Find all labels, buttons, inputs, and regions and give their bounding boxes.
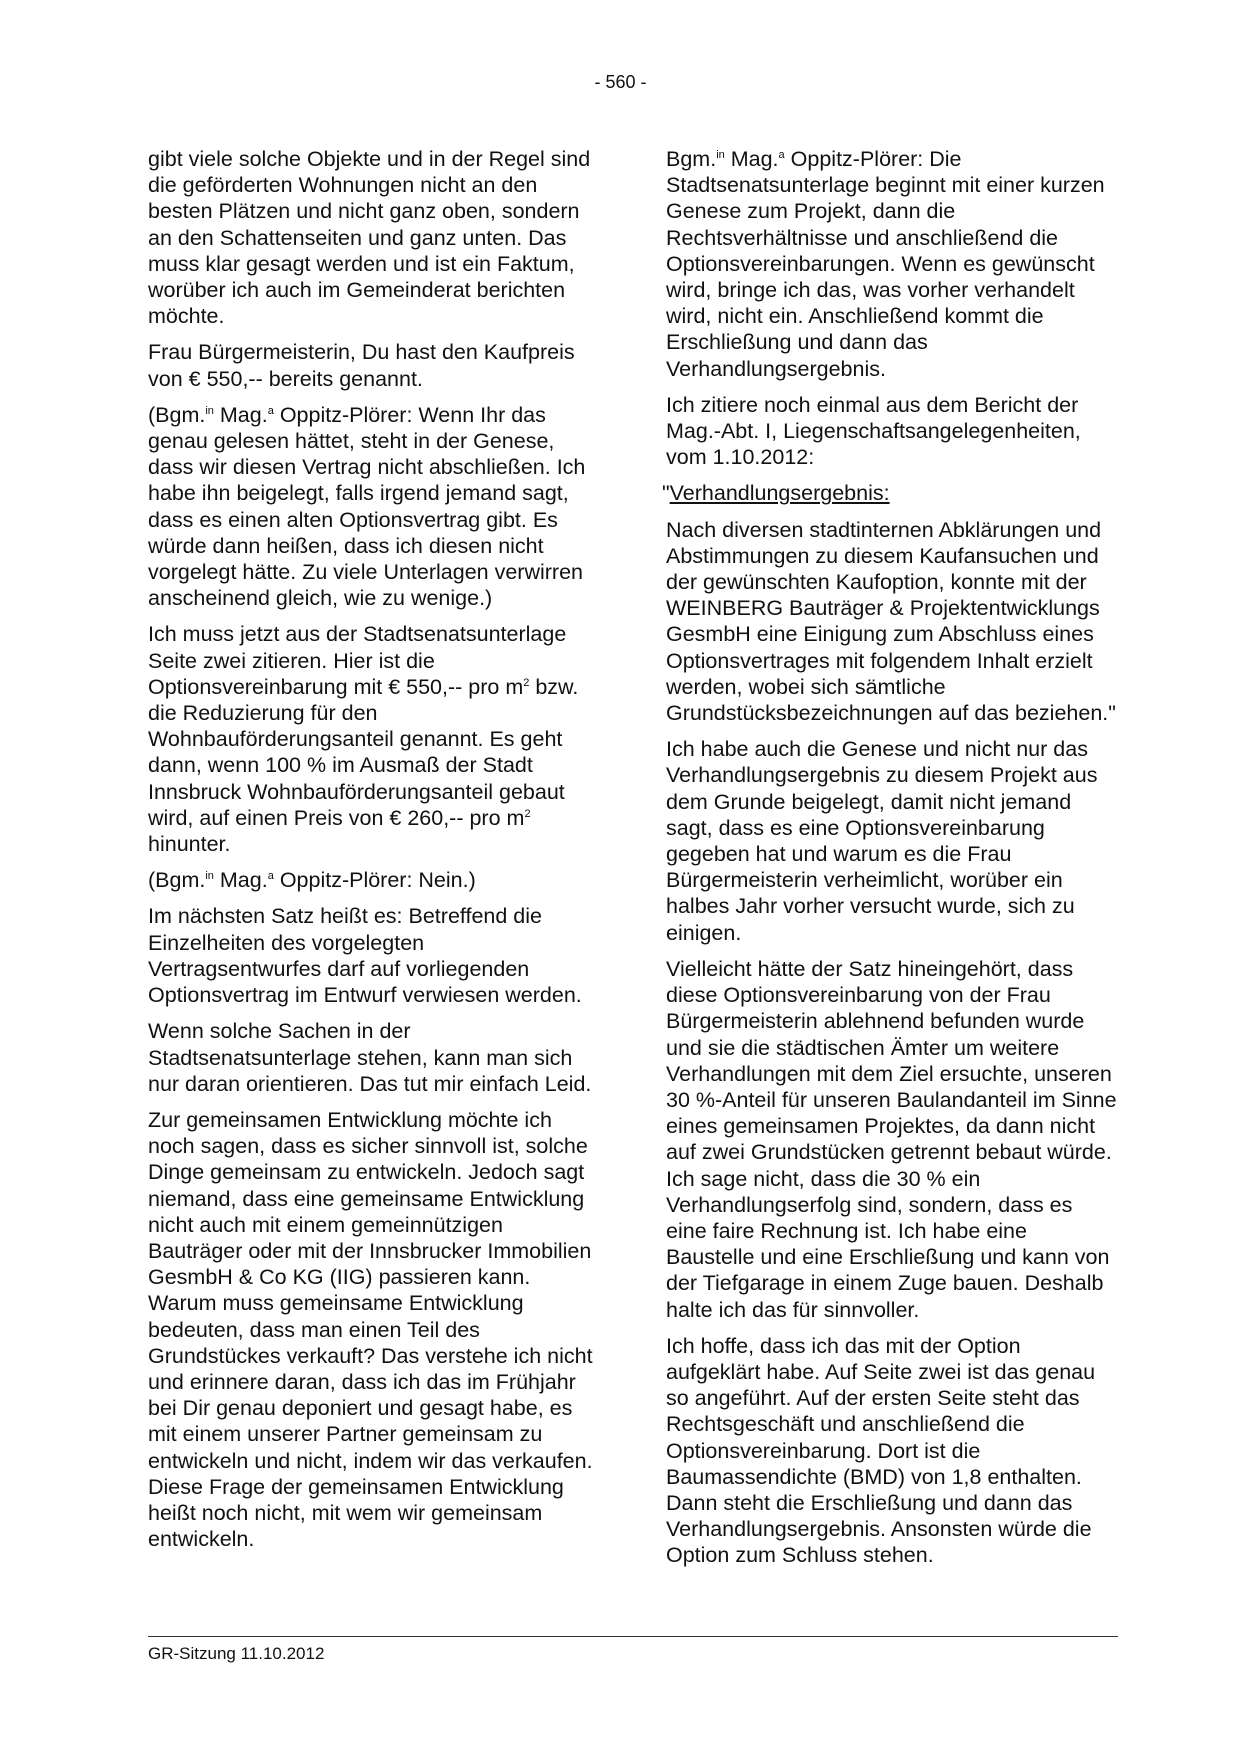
paragraph: Vielleicht hätte der Satz hineingehört, dass diese Optionsvereinbarung von der Frau Bürgermeisterin ablehnend befunden wurde und sie die städtischen Ämter um weitere Verhandlungen mit dem Ziel ersuchte, unseren 30 %-Anteil für unseren Baulandanteil im Sinne eines gemeinsamen Projektes, da dann nicht auf zwei Grundstücken getrennt bebaut würde. Ich sage nicht, dass die 30 % ein Verhandlungserfolg sind, sondern, dass es eine faire Rechnung ist. Ich habe eine Baustelle und eine Erschließung und kann von der Tiefgarage in einem Zuge bauen. Deshalb halte ich das für sinnvoller. (666, 956, 1117, 1322)
speaker-degree: Mag. (219, 868, 268, 893)
right-column (662, 146, 1118, 1579)
left-column (148, 146, 600, 1562)
superscript: in (205, 870, 214, 883)
page-number: - 560 - (594, 72, 647, 92)
footer-divider (148, 1636, 1118, 1637)
superscript: 2 (524, 807, 531, 820)
text-span: bzw. die Reduzierung für den Wohnbauförderungsanteil genannt. Es geht dann, wenn 100 % im Ausmaß der Stadt Innsbruck Wohnbauförderungsanteil gebaut wird, auf einen Preis von € 260,-- pro m (148, 674, 579, 830)
section-heading: Verhandlungsergebnis: (669, 481, 890, 506)
paragraph: Frau Bürgermeisterin, Du hast den Kaufpreis von € 550,-- bereits genannt. (148, 340, 575, 391)
interjection-text: Oppitz-Plörer: Wenn Ihr das genau gelesen hättet, steht in der Genese, dass wir diesen Vertrag nicht abschließen. Ich habe ihn beigelegt, falls irgend jemand sagt, dass es einen alten Optionsvertrag gibt. Es würde dann heißen, dass ich diesen nicht vorgelegt hätte. Zu viele Unterlagen verwirren anscheinend gleich, wie zu wenige.) (148, 402, 586, 611)
superscript: a (778, 148, 785, 161)
superscript: in (716, 148, 725, 161)
interjection-text: Oppitz-Plörer: Nein.) (279, 868, 476, 893)
text-span: Ich muss jetzt aus der Stadtsenatsunterlage Seite zwei zitieren. Hier ist die Optionsvereinbarung mit € 550,-- pro m (148, 622, 567, 699)
paragraph: Ich habe auch die Genese und nicht nur das Verhandlungsergebnis zu diesem Projekt aus dem Grunde beigelegt, damit nicht jemand sagt, dass es eine Optionsvereinbarung gegeben hat und warum es die Frau Bürgermeisterin verheimlicht, worüber ein halbes Jahr vorher versucht wurde, sich zu einigen. (666, 737, 1098, 945)
paragraph: gibt viele solche Objekte und in der Regel sind die geförderten Wohnungen nicht an den besten Plätzen und nicht ganz oben, sondern an den Schattenseiten und ganz unten. Das muss klar gesagt werden und ist ein Faktum, worüber ich auch im Gemeinderat berichten möchte. (148, 147, 591, 329)
paragraph: Wenn solche Sachen in der Stadtsenatsunterlage stehen, kann man sich nur daran orientieren. Das tut mir einfach Leid. (148, 1019, 592, 1096)
quoted-paragraph: Nach diversen stadtinternen Abklärungen und Abstimmungen zu diesem Kaufansuchen und der gewünschten Kaufoption, konnte mit der WEINBERG Bauträger & Projektentwicklungs GesmbH eine Einigung zum Abschluss eines Optionsvertrages mit folgendem Inhalt erzielt werden, wobei sich sämtliche Grundstücksbezeichnungen auf das beziehen." (666, 517, 1116, 726)
superscript: a (267, 870, 274, 883)
quote-heading (662, 480, 1118, 506)
footer-text: GR-Sitzung 11.10.2012 (148, 1644, 325, 1663)
paragraph: Ich hoffe, dass ich das mit der Option aufgeklärt habe. Auf Seite zwei ist das genau so angeführt. Auf der ersten Seite steht das Rechtsgeschäft und anschließend die Optionsvereinbarung. Dort ist die Baumassendichte (BMD) von 1,8 enthalten. Dann steht die Erschließung und dann das Verhandlungsergebnis. Ansonsten würde die Option zum Schluss stehen. (666, 1333, 1096, 1568)
speaker-title: Bgm. (666, 147, 717, 171)
speaker-paragraph (666, 146, 1118, 382)
paragraph: Zur gemeinsamen Entwicklung möchte ich noch sagen, dass es sicher sinnvoll ist, solche Dinge gemeinsam zu entwickeln. Jedoch sagt niemand, dass eine gemeinsame Entwicklung nicht auch mit einem gemeinnützigen Bauträger oder mit der Innsbrucker Immobilien GesmbH & Co KG (IIG) passieren kann. Warum muss gemeinsame Entwicklung bedeuten, dass man einen Teil des Grundstückes verkauft? Das verstehe ich nicht und erinnere daran, dass ich das im Frühjahr bei Dir genau deponiert und gesagt habe, es mit einem unserer Partner gemeinsam zu entwickeln und nicht, indem wir das verkaufen. Diese Frage der gemeinsamen Entwicklung heißt noch nicht, mit wem wir gemeinsam entwickeln. (148, 1107, 593, 1552)
speaker-degree: Mag. (219, 402, 268, 427)
speaker-text: Oppitz-Plörer: Die Stadtsenatsunterlage beginnt mit einer kurzen Genese zum Projekt, dann die Rechtsverhältnisse und anschließend die Optionsvereinbarungen. Wenn es gewünscht wird, bringe ich das, was vorher verhandelt wird, nicht ein. Anschließend kommt die Erschließung und dann das Verhandlungsergebnis. (666, 147, 1105, 381)
interjection-paragraph (148, 867, 600, 893)
paragraph: Ich zitiere noch einmal aus dem Bericht der Mag.-Abt. I, Liegenschaftsangelegenheiten, vom 1.10.2012: (666, 392, 1081, 470)
superscript: 2 (523, 676, 530, 689)
interjection-paragraph (148, 402, 600, 612)
superscript: a (267, 404, 274, 417)
speaker-title: (Bgm. (148, 868, 206, 893)
speaker-title: (Bgm. (148, 402, 206, 427)
paragraph: Im nächsten Satz heißt es: Betreffend die Einzelheiten des vorgelegten Vertragsentwurfes darf auf vorliegenden Optionsvertrag im Entwurf verwiesen werden. (148, 904, 582, 1008)
text-span: hinunter. (148, 832, 231, 857)
quote-mark: " (662, 481, 670, 506)
superscript: in (205, 404, 214, 417)
paragraph (148, 621, 600, 857)
speaker-degree: Mag. (730, 147, 779, 171)
